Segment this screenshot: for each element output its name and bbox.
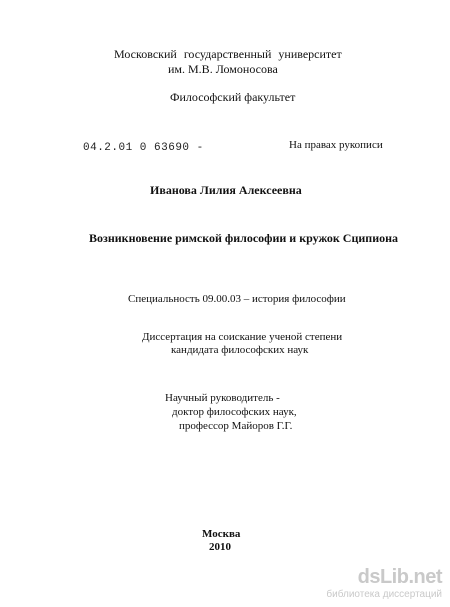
watermark xyxy=(326,566,442,601)
supervisor-label: Научный руководитель - xyxy=(165,392,280,404)
author-name: Иванова Лилия Алексеевна xyxy=(150,183,302,197)
registration-stamp: 04.2.01 0 63690 - xyxy=(83,142,204,154)
university-subname: им. М.В. Ломоносова xyxy=(168,62,278,76)
year: 2010 xyxy=(209,541,231,553)
watermark-subtitle: библиотека диссертаций xyxy=(326,589,442,600)
watermark-logo: dsLib.net xyxy=(357,566,442,588)
university-name: Московский государственный университет xyxy=(114,47,342,61)
degree-line-2: кандидата философских наук xyxy=(171,344,309,356)
speciality-line: Специальность 09.00.03 – история философии xyxy=(128,293,346,305)
degree-line-1: Диссертация на соискание ученой степени xyxy=(142,331,343,343)
manuscript-rights: На правах рукописи xyxy=(289,139,383,151)
dissertation-title: Возникновение римской философии и кружок Сципиона xyxy=(89,231,399,245)
city: Москва xyxy=(202,528,241,540)
supervisor-name: профессор Майоров Г.Г. xyxy=(179,420,293,432)
supervisor-degree: доктор философских наук, xyxy=(172,406,297,418)
faculty-name: Философский факультет xyxy=(170,90,296,104)
